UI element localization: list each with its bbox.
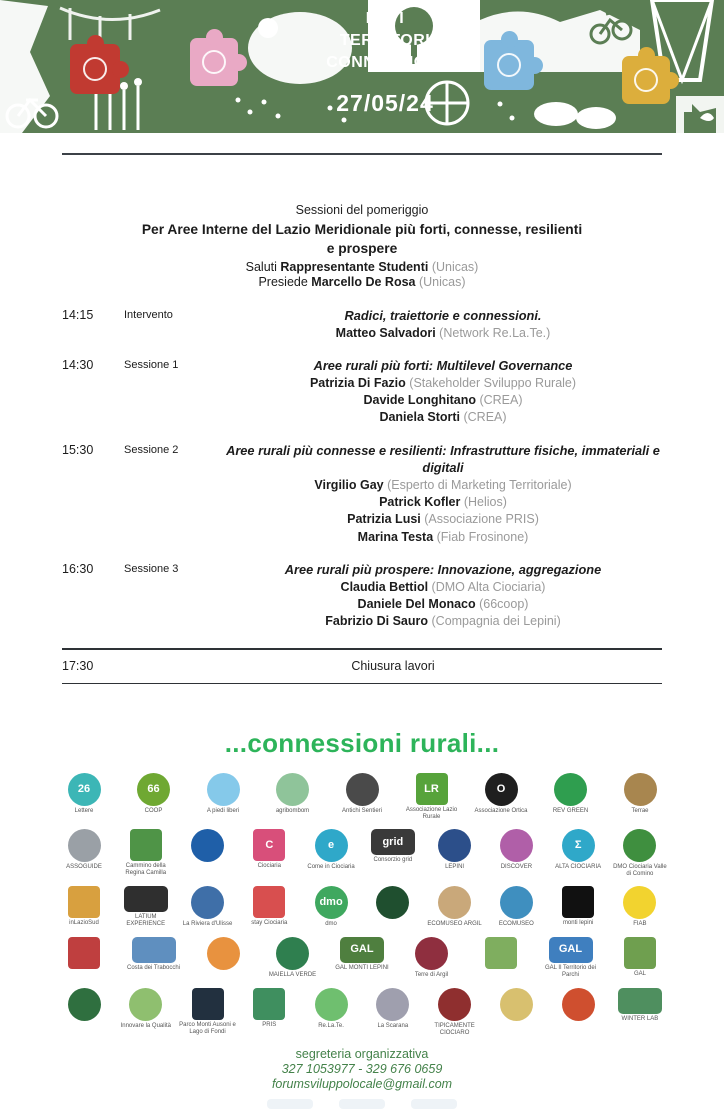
- partner-logo-mark-icon: [253, 886, 285, 918]
- partner-logo: [403, 773, 461, 821]
- partner-logo-mark-icon: [68, 937, 100, 969]
- partner-logo-label: GAL MONTI LEPINI: [335, 964, 389, 971]
- partner-logo: [179, 829, 237, 872]
- partner-logo-mark-icon: [68, 988, 101, 1021]
- partner-logo-mark-icon: [130, 829, 162, 861]
- partner-logo-label: Innovare la Qualità: [120, 1022, 171, 1029]
- partner-logo-row: [55, 773, 669, 821]
- partner-logo-mark-icon: 66: [137, 773, 170, 806]
- program-row-sessione2: [62, 442, 662, 546]
- partner-logo-label: inLazioSud: [69, 919, 99, 926]
- partner-logo-label: [364, 921, 422, 929]
- speaker: Fabrizio Di Sauro (Compagnia dei Lepini): [325, 614, 561, 629]
- partner-logo-mark-icon: [315, 988, 348, 1021]
- partner-logo-label: dmo: [325, 920, 337, 927]
- partner-logo-label: [487, 1023, 545, 1031]
- partner-logo: [302, 988, 360, 1031]
- partner-logo-mark-icon: [554, 773, 587, 806]
- partner-logo-mark-icon: [624, 773, 657, 806]
- event-title-line3: CONNESSIONI: [326, 54, 444, 72]
- partner-logo: [403, 937, 461, 980]
- partner-logo: [364, 829, 422, 865]
- partner-logo-mark-icon: [346, 773, 379, 806]
- partner-logo: [194, 937, 252, 980]
- partner-logo-label: A piedi liberi: [206, 808, 240, 815]
- partner-logo: [549, 829, 607, 872]
- partner-logo: [611, 937, 669, 979]
- program-intro: [62, 203, 662, 289]
- event-title-line2: TERRITORI: [339, 32, 431, 50]
- partner-logo-mark-icon: [191, 829, 224, 862]
- partner-logo-mark-icon: [68, 829, 101, 862]
- partner-logo: [125, 937, 183, 973]
- partner-logo: [364, 886, 422, 929]
- partner-logo: [240, 886, 298, 928]
- partner-logo: [549, 988, 607, 1031]
- partner-logo-mark-icon: [376, 988, 409, 1021]
- partner-logo-mark-icon: C: [253, 829, 285, 861]
- partner-logo: [611, 886, 669, 929]
- partner-logo-label: MAIELLA VERDE: [268, 971, 317, 978]
- partner-logo: [333, 937, 391, 973]
- partner-logo-mark-icon: [618, 988, 662, 1014]
- partner-logo-mark-icon: GAL: [549, 937, 593, 963]
- session-title: Aree rurali più connesse e resilienti: Infrastrutture fisiche, immateriali e digitali: [226, 442, 660, 476]
- partner-logo-label: Lettere: [74, 808, 94, 815]
- partner-logo-mark-icon: [500, 988, 533, 1021]
- partner-logo-label: Associazione Lazio Rurale: [405, 807, 458, 821]
- puzzle-piece-pink-icon: [190, 38, 238, 86]
- partner-logo: [549, 886, 607, 928]
- partner-logo: [333, 773, 391, 816]
- header-banner: [0, 0, 724, 133]
- partner-logo-mark-icon: [276, 937, 309, 970]
- partner-logo-label: [55, 1023, 113, 1031]
- partner-logo-label: Consorzio grid: [373, 857, 413, 864]
- program-title: Per Aree Interne del Lazio Meridionale più forti, connesse, resilienti e prospere: [141, 222, 583, 256]
- partner-logo-label: [472, 971, 530, 979]
- partner-logo: [472, 937, 530, 979]
- puzzle-piece-yellow-icon: [622, 56, 670, 104]
- partner-logo-label: La Riviera d'Ulisse: [182, 920, 233, 927]
- partner-logo-wall: [55, 773, 669, 1036]
- speaker: Daniele Del Monaco (66coop): [357, 596, 529, 611]
- partner-logo-mark-icon: [207, 773, 240, 806]
- row-label: Sessione 2: [124, 443, 179, 456]
- partner-logo-label: monti lepini: [562, 919, 594, 926]
- partner-logo: [117, 886, 175, 928]
- partner-logo: [611, 988, 669, 1024]
- partner-logo-mark-icon: [500, 886, 533, 919]
- partner-logo-label: La Scarana: [377, 1022, 409, 1029]
- program-row-chiusura: [62, 650, 662, 683]
- partner-logo: [611, 773, 669, 816]
- speaker: Virgilio Gay (Esperto di Marketing Territoriale): [314, 477, 572, 492]
- partner-logo-mark-icon: O: [485, 773, 518, 806]
- session-title: Radici, traiettorie e connessioni.: [344, 308, 542, 324]
- row-label: Sessione 3: [124, 562, 179, 575]
- event-title-line1: RETI: [365, 10, 405, 27]
- partner-logo-mark-icon: [132, 937, 176, 963]
- row-time: 14:30: [62, 358, 94, 373]
- partner-logo: [117, 988, 175, 1031]
- partner-logo: [264, 773, 322, 816]
- partner-logo-row: [55, 988, 669, 1037]
- footer-contact: [0, 1047, 724, 1091]
- partner-logo-mark-icon: [562, 988, 595, 1021]
- partner-logo-row: [55, 937, 669, 980]
- partner-logo-mark-icon: [376, 886, 409, 919]
- partner-logo: [426, 886, 484, 929]
- intro-kicker: Sessioni del pomeriggio: [295, 203, 429, 217]
- partner-logo-mark-icon: e: [315, 829, 348, 862]
- partner-logo-mark-icon: [129, 988, 162, 1021]
- top-divider: [62, 153, 662, 155]
- partner-logo-mark-icon: [438, 886, 471, 919]
- partners-heading: ...connessioni rurali...: [224, 728, 500, 759]
- footer-phone-numbers: 327 1053977 - 329 676 0659: [281, 1061, 443, 1076]
- partner-logo: [117, 829, 175, 877]
- partner-logo-mark-icon: 26: [68, 773, 101, 806]
- footer-faint-marks: [0, 1099, 724, 1109]
- row-time: 16:30: [62, 561, 94, 576]
- partner-logo-mark-icon: [68, 886, 100, 918]
- speaker: Claudia Bettiol (DMO Alta Ciociaria): [340, 579, 546, 594]
- partner-logo: [264, 937, 322, 980]
- speaker: Patrick Kofler (Helios): [379, 495, 507, 510]
- partner-logo-label: [549, 1023, 607, 1031]
- event-date: 27/05/24: [336, 90, 434, 117]
- partner-logo-mark-icon: [192, 988, 224, 1020]
- program-row-sessione3: [62, 561, 662, 630]
- program-section: [0, 203, 724, 630]
- partner-logo: [125, 773, 183, 816]
- partner-logo-label: Costa dei Trabocchi: [126, 964, 181, 971]
- partner-logo-mark-icon: [623, 829, 656, 862]
- partner-logo: [55, 988, 113, 1031]
- partner-logo-mark-icon: LR: [416, 773, 448, 805]
- intro-saluti: Saluti Rappresentante Studenti (Unicas): [245, 260, 479, 275]
- partner-logo: [240, 988, 298, 1030]
- partner-logo: [487, 988, 545, 1031]
- partner-logo-label: GAL: [633, 970, 646, 977]
- partner-logo: [194, 773, 252, 816]
- closing-divider-bottom: [62, 683, 662, 685]
- partner-logo: [487, 886, 545, 929]
- partner-logo: [302, 829, 360, 872]
- partner-logo-mark-icon: GAL: [340, 937, 384, 963]
- partner-logo: [542, 937, 600, 979]
- partner-logo-row: [55, 886, 669, 929]
- speaker: Patrizia Lusi (Associazione PRIS): [347, 512, 539, 527]
- partner-logo-label: Terre di Argil: [414, 971, 449, 978]
- partner-logo-mark-icon: grid: [371, 829, 415, 855]
- partner-logo-label: WINTER LAB: [621, 1015, 659, 1022]
- program-row-sessione1: [62, 357, 662, 426]
- partner-logo: [302, 886, 360, 929]
- partner-logo-mark-icon: [562, 886, 594, 918]
- partner-logo-mark-icon: [438, 988, 471, 1021]
- partner-logo-mark-icon: Σ: [562, 829, 595, 862]
- partner-logo-mark-icon: dmo: [315, 886, 348, 919]
- puzzle-piece-red-icon: [70, 44, 120, 94]
- partner-logo-label: REV GREEN: [552, 808, 589, 815]
- partner-logo-mark-icon: [500, 829, 533, 862]
- partner-logo: [55, 937, 113, 979]
- program-row-intervento: [62, 307, 662, 342]
- partner-logo-label: stay Ciociaria: [251, 919, 288, 926]
- partner-logo: [55, 829, 113, 872]
- partner-logo-label: agribombom: [275, 808, 310, 815]
- partner-logo-label: Antichi Sentieri: [341, 808, 383, 815]
- partner-logo-label: Parco Monti Ausoni e Lago di Fondi: [179, 1021, 236, 1035]
- partner-logo-label: LEPINI: [445, 864, 465, 871]
- partner-logo-label: DMO Ciociaria Valle di Comino: [613, 864, 667, 877]
- partner-logo-label: Terrae: [631, 808, 649, 815]
- partner-logo-label: TIPICAMENTE CIOCIARO: [434, 1022, 475, 1036]
- row-time: 15:30: [62, 442, 94, 457]
- partner-logo-mark-icon: [485, 937, 517, 969]
- partner-logo: [364, 988, 422, 1031]
- partner-logo: [426, 988, 484, 1037]
- partner-logo-mark-icon: [438, 829, 471, 862]
- partner-logo-mark-icon: [207, 937, 240, 970]
- partner-logo-label: ASSOGUIDE: [66, 864, 102, 871]
- partner-logo-label: COOP: [144, 808, 163, 815]
- partner-logo-mark-icon: [276, 773, 309, 806]
- speaker: Matteo Salvadori (Network Re.La.Te.): [335, 325, 551, 340]
- partner-logo-label: [194, 972, 252, 980]
- partner-logo-label: DISCOVER: [500, 864, 533, 871]
- row-label: Intervento: [124, 309, 173, 322]
- intro-presiede: Presiede Marcello De Rosa (Unicas): [258, 275, 466, 290]
- row-time: 14:15: [62, 308, 94, 323]
- partner-logo-mark-icon: [623, 886, 656, 919]
- partner-logo-label: Associazione Ortica: [474, 808, 528, 815]
- partner-logo-mark-icon: [415, 937, 448, 970]
- puzzle-piece-blue-icon: [484, 40, 534, 90]
- partner-logo-label: Re.La.Te.: [318, 1022, 344, 1029]
- partner-logo: [487, 829, 545, 872]
- session-title: Aree rurali più prospere: Innovazione, aggregazione: [284, 561, 602, 577]
- partner-logo-label: FIAB: [633, 920, 647, 927]
- partner-logo-row: [55, 829, 669, 878]
- partner-logo-label: Come in Ciociaria: [307, 864, 355, 871]
- partner-logo-label: GAL Il Territorio dei Parchi: [544, 964, 597, 978]
- partner-logo-mark-icon: [191, 886, 224, 919]
- speaker: Marina Testa (Fiab Frosinone): [357, 529, 529, 544]
- partner-logo-label: [55, 971, 113, 979]
- partner-logo-label: Cammino della Regina Camilla: [125, 863, 167, 876]
- partner-logo: [179, 988, 237, 1036]
- partner-logo: [542, 773, 600, 816]
- partner-logo: [426, 829, 484, 872]
- footer-secretariat-label: segreteria organizzativa: [295, 1046, 429, 1061]
- speaker: Patrizia Di Fazio (Stakeholder Sviluppo Rurale): [309, 375, 577, 390]
- partner-logo: [55, 773, 113, 816]
- partner-logo-label: LATIUM EXPERIENCE: [126, 913, 166, 927]
- partner-logo-label: PRIS: [262, 1021, 277, 1028]
- partner-logo-label: ECOMUSEO ARGIL: [427, 920, 482, 927]
- partner-logo-mark-icon: [124, 886, 168, 912]
- event-title-block: [303, 8, 467, 117]
- partner-logo: [240, 829, 298, 871]
- session-title: Aree rurali più forti: Multilevel Governance: [313, 358, 573, 374]
- partner-logo: [179, 886, 237, 929]
- closing-text: Chiusura lavori: [351, 658, 435, 673]
- partner-logo: [611, 829, 669, 878]
- partner-logo-label: ECOMUSEO: [498, 920, 534, 927]
- row-label: Sessione 1: [124, 359, 179, 372]
- row-time: 17:30: [62, 658, 94, 673]
- partner-logo-mark-icon: [624, 937, 656, 969]
- partner-logo-label: Ciociaria: [257, 863, 281, 870]
- speaker: Davide Longhitano (CREA): [363, 393, 523, 408]
- partner-logo-mark-icon: [253, 988, 285, 1020]
- partner-logo: [55, 886, 113, 928]
- footer-email: forumsviluppolocale@gmail.com: [271, 1076, 453, 1091]
- partner-logo-label: ALTA CIOCIARIA: [555, 864, 602, 871]
- partner-logo: [472, 773, 530, 816]
- speaker: Daniela Storti (CREA): [379, 410, 507, 425]
- partner-logo-label: [179, 864, 237, 872]
